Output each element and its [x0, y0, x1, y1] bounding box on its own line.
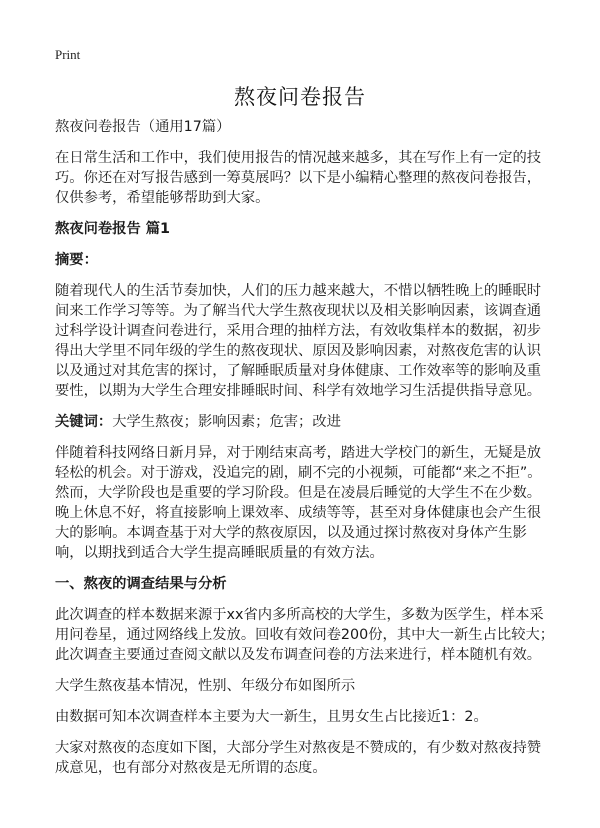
- keywords-label: 关键词：: [55, 414, 113, 430]
- intro-paragraph: 在日常生活和工作中，我们使用报告的情况越来越多，其在写作上有一定的技巧。你还在对写报告感到一筹莫展吗？以下是小编精心整理的熬夜问卷报告，仅供参考，希望能够帮助到大家。: [55, 150, 542, 206]
- document-subtitle: 熬夜问卷报告（通用17篇）: [55, 119, 231, 135]
- print-label: Print: [55, 47, 81, 62]
- document-body: [55, 117, 555, 789]
- section1-heading: 一、熬夜的调查结果与分析: [55, 576, 227, 592]
- keywords-line: [55, 412, 555, 432]
- background-paragraph: 伴随着科技网络日新月异，对于刚结束高考，踏进大学校门的新生，无疑是放轻松的机会。对于游戏，没追完的剧，刷不完的小视频，可能都“来之不拒”。然而，大学阶段也是重要的学习阶段。但是在凌晨后睡觉的大学生不在少数。晚上休息不好，将直接影响上课效率、成绩等等，甚至对身体健康也会产生很大的影响。本调查基于对大学的熬夜原因，以及通过探讨熬夜对身体产生影响，以期找到适合大学生提高睡眠质量的有效方法。: [55, 445, 542, 561]
- article-heading: 熬夜问卷报告 篇1: [55, 221, 171, 237]
- keywords-value: 大学生熬夜；影响因素；危害；改进: [112, 414, 341, 430]
- abstract-heading: 摘要：: [55, 252, 98, 268]
- section1-paragraph-2: 大学生熬夜基本情况，性别、年级分布如图所示: [55, 678, 356, 694]
- abstract-paragraph: 随着现代人的生活节奏加快，人们的压力越来越大，不惜以牺牲晚上的睡眠时间来工作学习等等。为了解当代大学生熬夜现状以及相关影响因素，该调查通过科学设计调查问卷进行，采用合理的抽样方法，有效收集样本的数据，初步得出大学里不同年级的学生的熬夜现状、原因及影响因素，对熬夜危害的认识以及通过对其危害的探讨，了解睡眠质量对身体健康、工作效率等的影响及重要性，以期为大学生合理安排睡眠时间、科学有效地学习生活提供指导意见。: [55, 283, 542, 399]
- section1-paragraph-1: 此次调查的样本数据来源于xx省内多所高校的大学生，多数为医学生，样本采用问卷星，通过网络线上发放。回收有效问卷200份，其中大一新生占比较大；此次调查主要通过查阅文献以及发布调查问卷的方法来进行，样本随机有效。: [55, 607, 555, 663]
- page-title: 熬夜问卷报告: [234, 85, 366, 109]
- section1-paragraph-3: 由数据可知本次调查样本主要为大一新生，且男女生占比接近1：2。: [55, 709, 488, 725]
- section1-paragraph-4: 大家对熬夜的态度如下图，大部分学生对熬夜是不赞成的，有少数对熬夜持赞成意见，也有部分对熬夜是无所谓的态度。: [55, 740, 542, 776]
